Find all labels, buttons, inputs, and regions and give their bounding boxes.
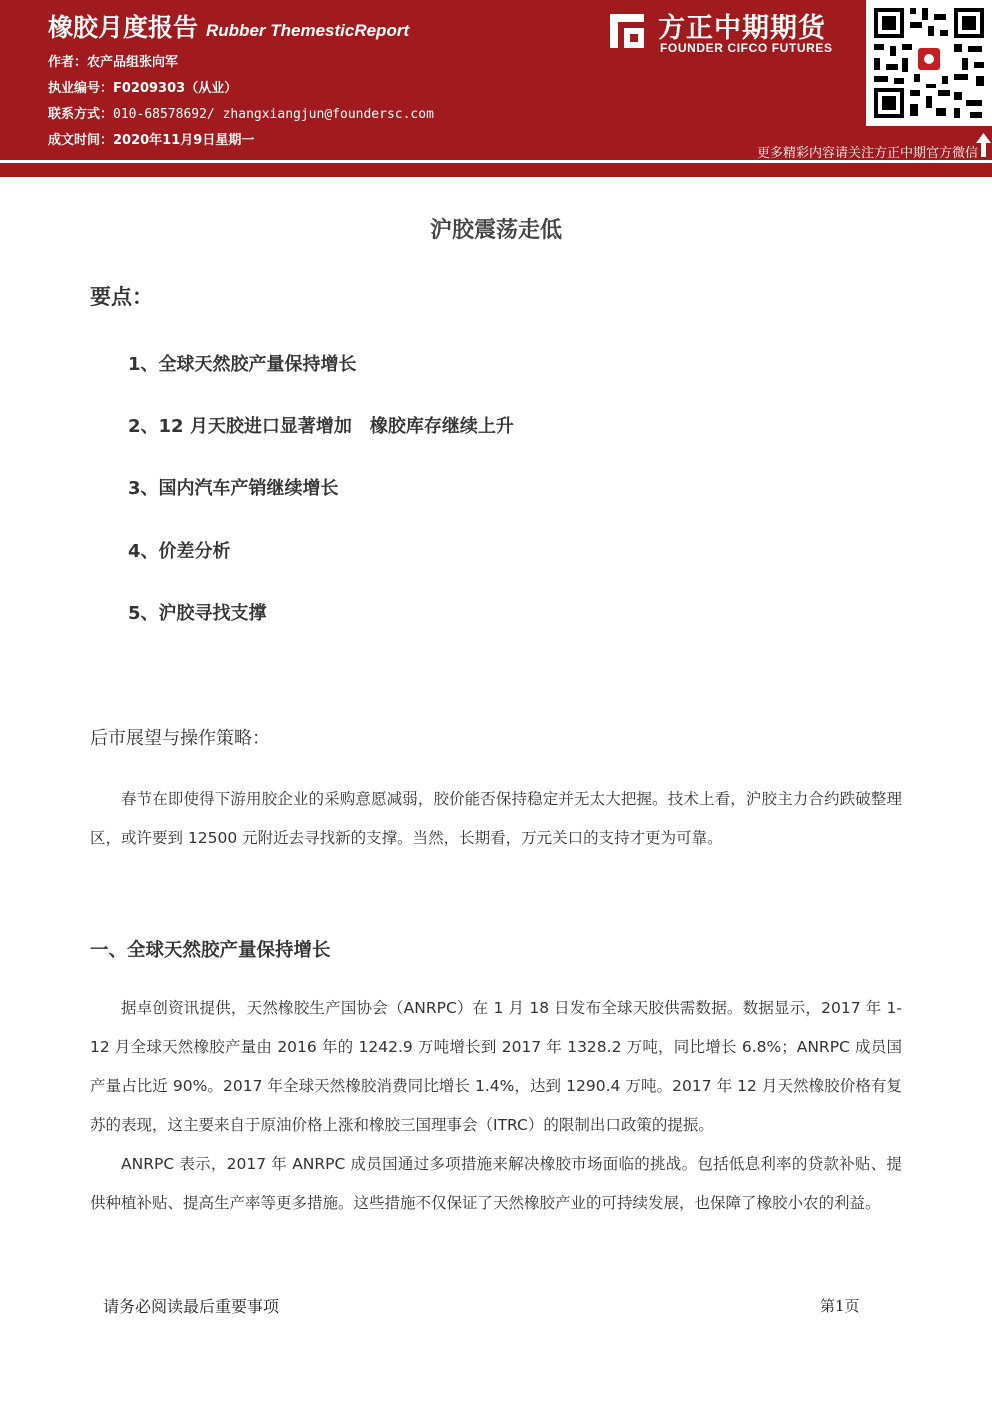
outlook-paragraph: 春节在即使得下游用胶企业的采购意愿减弱，胶价能否保持稳定并无太大把握。技术上看，沪胶主力合约跌破整理区，或许要到 12500 元附近去寻找新的支撑。当然，长期看，万元关口的支持才更为可靠。 (90, 790, 902, 847)
key-point-item: 3、国内汽车产销继续增长 (128, 478, 339, 499)
report-meta (48, 50, 434, 154)
key-point-item: 5、沪胶寻找支撑 (128, 603, 267, 624)
contact-line (48, 102, 434, 128)
footer-notice: 请务必阅读最后重要事项 (103, 1297, 280, 1316)
arrow-up-icon (975, 132, 992, 158)
follow-wechat-text: 更多精彩内容请关注方正中期官方微信 (756, 146, 978, 161)
contact-value: 010-68578692/ zhangxiangjun@foundersc.com (113, 107, 434, 122)
section-heading: 一、全球天然胶产量保持增长 (90, 940, 331, 961)
license-line: 执业编号：F0209303（从业） (48, 81, 238, 96)
key-point-item: 2、12 月天胶进口显著增加 橡胶库存继续上升 (128, 416, 514, 437)
logo-mark-icon (604, 8, 650, 54)
document-title: 沪胶震荡走低 (429, 218, 562, 243)
key-point-item: 1、全球天然胶产量保持增长 (128, 354, 357, 375)
page-number: 第1页 (820, 1297, 860, 1315)
company-logo (604, 6, 864, 56)
key-point-item: 4、价差分析 (128, 541, 231, 562)
report-title (48, 8, 409, 44)
logo-text-cn: 方正中期期货 (658, 13, 826, 44)
header-bottom-band (0, 163, 992, 177)
contact-label: 联系方式： (48, 107, 114, 122)
outlook-heading: 后市展望与操作策略： (90, 728, 270, 749)
key-points-heading: 要点： (90, 285, 153, 309)
author-line: 作者：农产品组张向军 (48, 55, 179, 70)
report-title-cn: 橡胶月度报告 (48, 13, 199, 42)
date-line: 成文时间：2020年11月9日星期一 (48, 133, 255, 148)
body-paragraph: ANRPC 表示，2017 年 ANRPC 成员国通过多项措施来解决橡胶市场面临的挑战。包括低息利率的贷款补贴、提供种植补贴、提高生产率等更多措施。这些措施不仅保证了天然橡胶产业的可持续发展，也保障了橡胶小农的利益。 (90, 1155, 902, 1212)
report-title-en: Rubber ThemesticReport (206, 21, 410, 40)
body-paragraph: 据卓创资讯提供，天然橡胶生产国协会（ANRPC）在 1 月 18 日发布全球天胶供需数据。数据显示，2017 年 1-12 月全球天然橡胶产量由 2016 年的 1242.9 万吨增长到 2017 年 1328.2 万吨，同比增长 6.8%；ANRPC 成员国产量占比近 90%。2017 年全球天然橡胶消费同比增长 1.4%，达到 1290.4 万吨。2017 年 12 月天然橡胶价格有复苏的表现，这主要来自于原油价格上涨和橡胶三国理事会（ITRC）的限制出口政策的提振。 (90, 999, 902, 1134)
wechat-qr-code-icon (866, 0, 992, 126)
logo-text-en: FOUNDER CIFCO FUTURES (660, 41, 833, 55)
